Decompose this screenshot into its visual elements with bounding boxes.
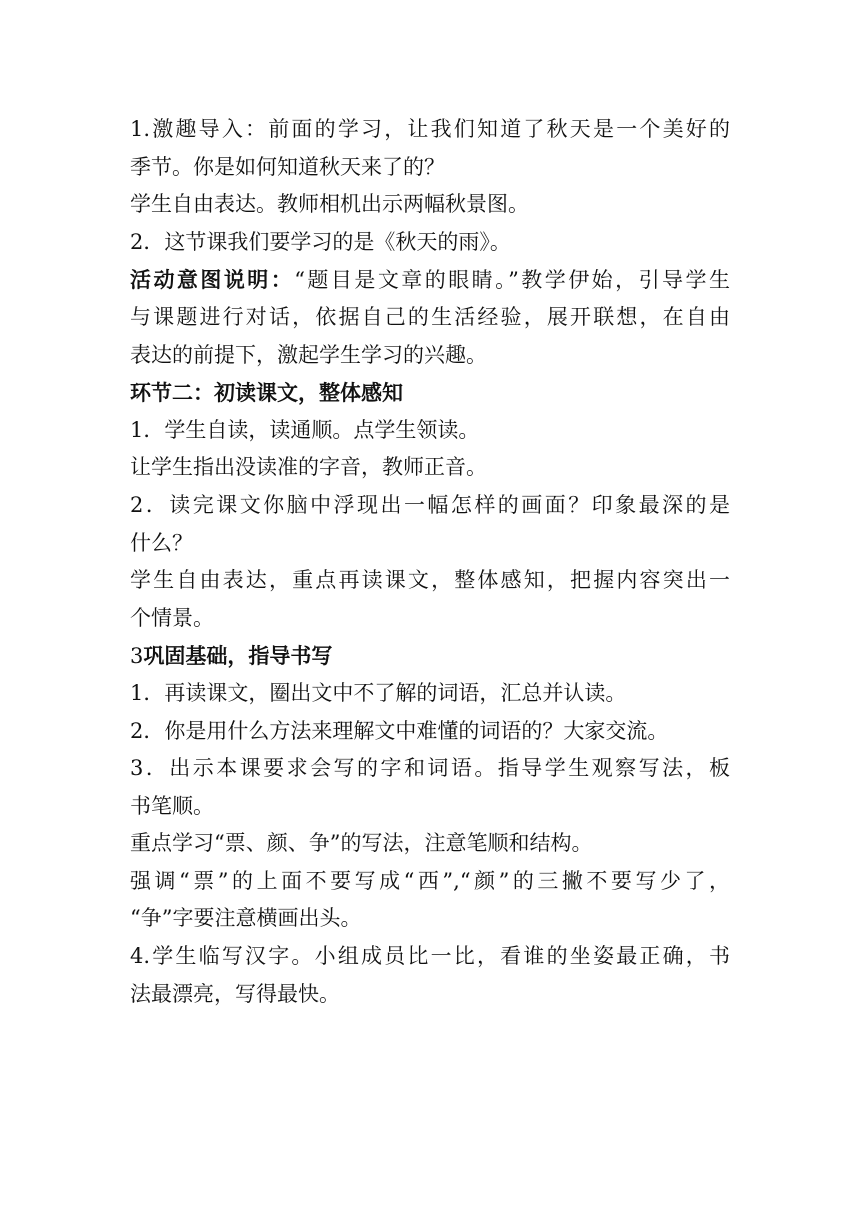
section-2-item-2-line-1: 2．读完课文你脑中浮现出一幅怎样的画面？印象最深的是 bbox=[130, 492, 730, 517]
section-3-heading-number: 3 bbox=[130, 644, 144, 669]
section-3-item-4-line-2: 法最漂亮，写得最快。 bbox=[130, 981, 340, 1006]
section-3-heading-text: 巩固基础，指导书写 bbox=[143, 643, 333, 669]
intent-line-1 bbox=[130, 261, 730, 299]
section-2-item-1-note: 让学生指出没读准的字音，教师正音。 bbox=[130, 455, 487, 480]
section-2-heading: 环节二：初读课文，整体感知 bbox=[130, 380, 403, 406]
section-2-item-1: 1．学生自读，读通顺。点学生领读。 bbox=[130, 417, 480, 442]
section-3-note-2-line-1: 强调“票”的上面不要写成“西”,“颜”的三撇不要写少了， bbox=[130, 868, 730, 893]
intro-line-4: 2．这节课我们要学习的是《秋天的雨》。 bbox=[130, 229, 511, 254]
intro-line-1: 1.激趣导入：前面的学习，让我们知道了秋天是一个美好的 bbox=[130, 117, 730, 141]
section-3-item-1: 1．再读课文，圈出文中不了解的词语，汇总并认读。 bbox=[130, 680, 627, 705]
section-3-note-1: 重点学习“票、颜、争”的写法，注意笔顺和结构。 bbox=[130, 831, 593, 856]
section-2-item-2-line-2: 什么？ bbox=[130, 530, 193, 555]
intent-line-3: 表达的前提下，激起学生学习的兴趣。 bbox=[130, 342, 487, 367]
intro-line-2: 季节。你是如何知道秋天来了的？ bbox=[130, 154, 445, 179]
section-3-item-4-line-1: 4.学生临写汉字。小组成员比一比，看谁的坐姿最正确，书 bbox=[130, 944, 730, 969]
document-page bbox=[130, 111, 730, 1013]
section-3-item-3-line-1: 3．出示本课要求会写的字和词语。指导学生观察写法，板 bbox=[130, 756, 730, 781]
section-2-item-2-note-line-2: 个情景。 bbox=[130, 605, 214, 630]
intent-line-1-text: “题目是文章的眼睛。”教学伊始，引导学生 bbox=[294, 268, 730, 293]
section-2-item-2-note-line-1: 学生自由表达，重点再读课文，整体感知，把握内容突出一 bbox=[130, 568, 730, 593]
intent-label: 活动意图说明： bbox=[130, 267, 295, 293]
intro-line-3: 学生自由表达。教师相机出示两幅秋景图。 bbox=[130, 192, 529, 217]
section-3-note-2-line-2: “争”字要注意横画出头。 bbox=[130, 906, 362, 931]
section-3-item-2: 2．你是用什么方法来理解文中难懂的词语的？大家交流。 bbox=[130, 718, 669, 743]
intent-line-2: 与课题进行对话，依据自己的生活经验，展开联想，在自由 bbox=[130, 304, 730, 329]
section-3-item-3-line-2: 书笔顺。 bbox=[130, 793, 214, 818]
section-3-heading bbox=[130, 637, 730, 675]
